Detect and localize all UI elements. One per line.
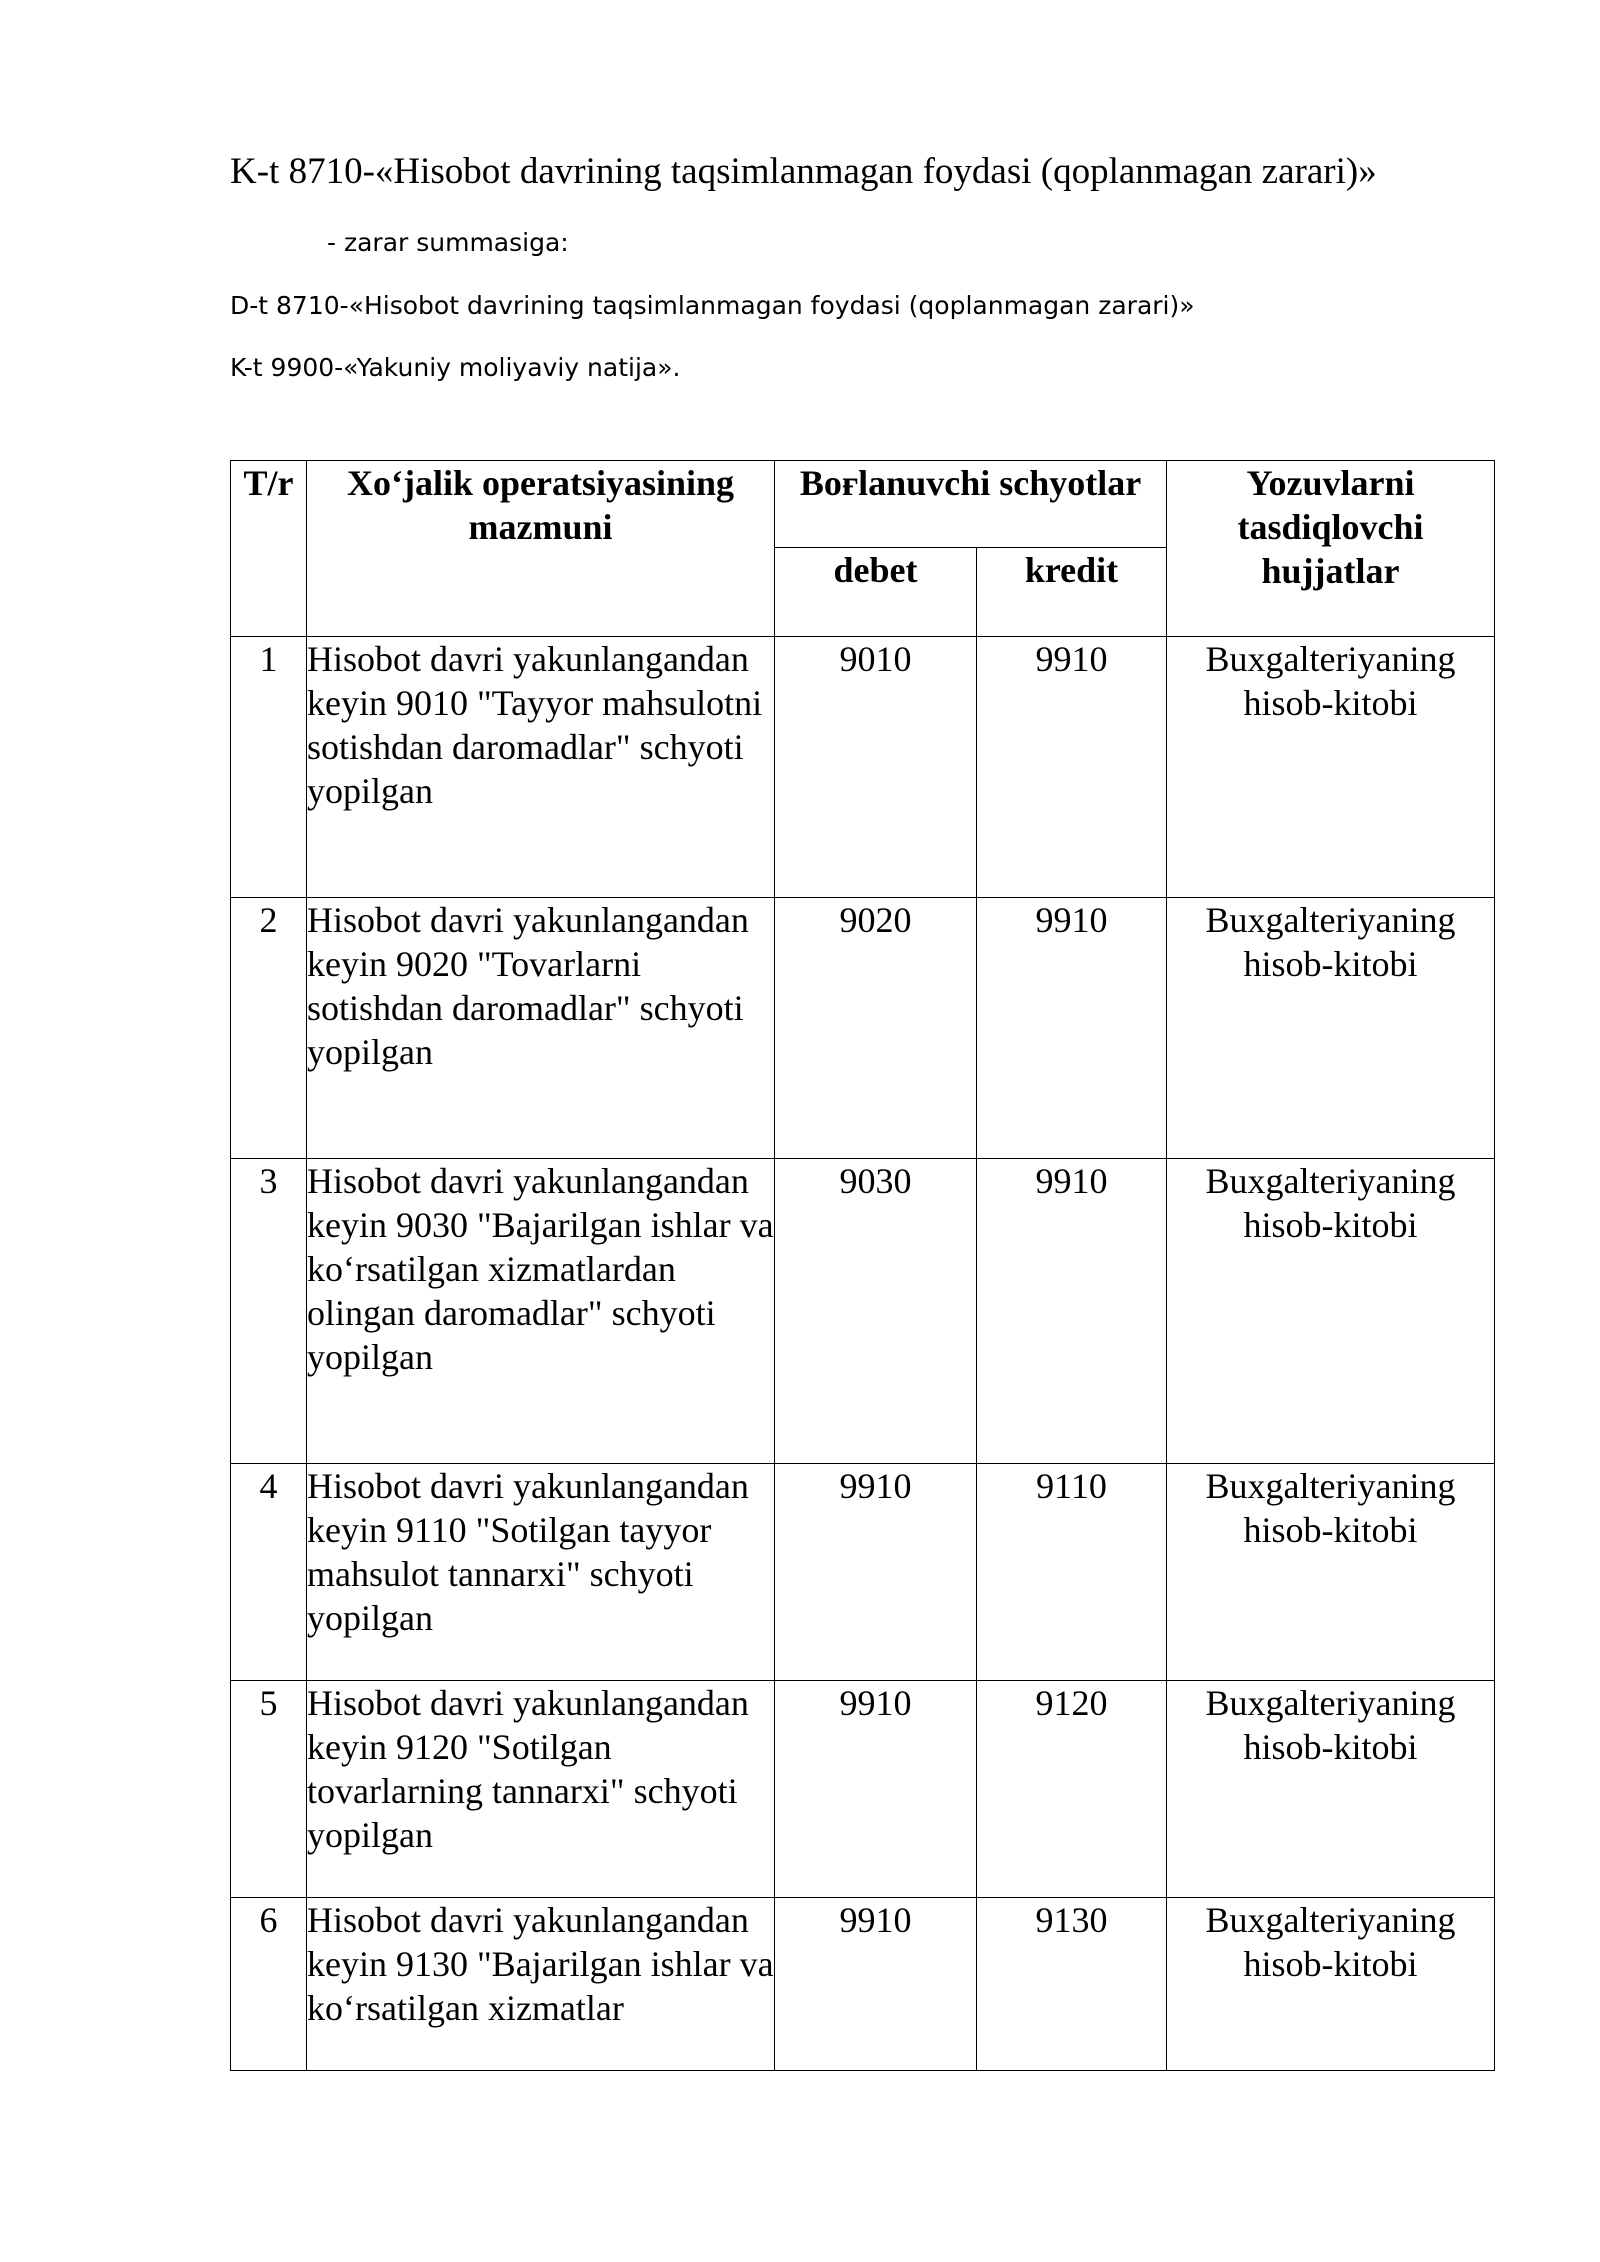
row-debit: 9910 (775, 1898, 977, 2071)
header-number: T/r (231, 461, 307, 637)
row-number: 2 (231, 898, 307, 1159)
header-description: Xo‘jalik operatsiyasining mazmuni (307, 461, 775, 637)
table-row (231, 1681, 1495, 1898)
row-credit: 9910 (977, 898, 1167, 1159)
header-credit: kredit (977, 548, 1167, 637)
row-debit: 9910 (775, 1681, 977, 1898)
transactions-table (230, 460, 1495, 2071)
row-description: Hisobot davri yakunlangandan keyin 9020 "Tovarlarni sotishdan daromadlar" schyoti yopilgan (307, 898, 775, 1159)
row-document: Buxgalteriyaning hisob-kitobi (1167, 898, 1495, 1159)
row-description: Hisobot davri yakunlangandan keyin 9030 "Bajarilgan ishlar va ko‘rsatilgan xizmatlardan olingan daromadlar" schyoti yopilgan (307, 1159, 775, 1464)
table-row (231, 1464, 1495, 1681)
row-document: Buxgalteriyaning hisob-kitobi (1167, 1159, 1495, 1464)
row-document: Buxgalteriyaning hisob-kitobi (1167, 637, 1495, 898)
row-credit: 9910 (977, 637, 1167, 898)
row-document: Buxgalteriyaning hisob-kitobi (1167, 1898, 1495, 2071)
table-row (231, 1159, 1495, 1464)
credit-result-line: K-t 9900-«Yakuniy moliyaviy natija». (230, 353, 681, 382)
row-debit: 9010 (775, 637, 977, 898)
row-number: 3 (231, 1159, 307, 1464)
row-description: Hisobot davri yakunlangandan keyin 9110 "Sotilgan tayyor mahsulot tannarxi" schyoti yopilgan (307, 1464, 775, 1681)
header-accounts: Boғlanuvchi schyotlar (775, 461, 1167, 548)
table-row (231, 898, 1495, 1159)
row-number: 4 (231, 1464, 307, 1681)
debit-entry-line: D-t 8710-«Hisobot davrining taqsimlanmagan foydasi (qoplanmagan zarari)» (230, 291, 1195, 320)
row-description: Hisobot davri yakunlangandan keyin 9120 "Sotilgan tovarlarning tannarxi" schyoti yopilgan (307, 1681, 775, 1898)
row-debit: 9910 (775, 1464, 977, 1681)
row-credit: 9130 (977, 1898, 1167, 2071)
row-document: Buxgalteriyaning hisob-kitobi (1167, 1464, 1495, 1681)
header-debit: debet (775, 548, 977, 637)
row-credit: 9120 (977, 1681, 1167, 1898)
row-description: Hisobot davri yakunlangandan keyin 9010 "Tayyor mahsulotni sotishdan daromadlar" schyoti yopilgan (307, 637, 775, 898)
table-row (231, 1898, 1495, 2071)
credit-entry-line: K-t 8710-«Hisobot davrining taqsimlanmagan foydasi (qoplanmagan zarari)» (230, 151, 1377, 192)
row-description: Hisobot davri yakunlangandan keyin 9130 "Bajarilgan ishlar va ko‘rsatilgan xizmatlar (307, 1898, 775, 2071)
row-number: 1 (231, 637, 307, 898)
row-debit: 9030 (775, 1159, 977, 1464)
header-documents: Yozuvlarni tasdiqlovchi hujjatlar (1167, 461, 1495, 637)
loss-amount-label: - zarar summasiga: (327, 228, 569, 257)
row-debit: 9020 (775, 898, 977, 1159)
row-number: 5 (231, 1681, 307, 1898)
row-document: Buxgalteriyaning hisob-kitobi (1167, 1681, 1495, 1898)
row-credit: 9110 (977, 1464, 1167, 1681)
row-credit: 9910 (977, 1159, 1167, 1464)
row-number: 6 (231, 1898, 307, 2071)
table-row (231, 637, 1495, 898)
